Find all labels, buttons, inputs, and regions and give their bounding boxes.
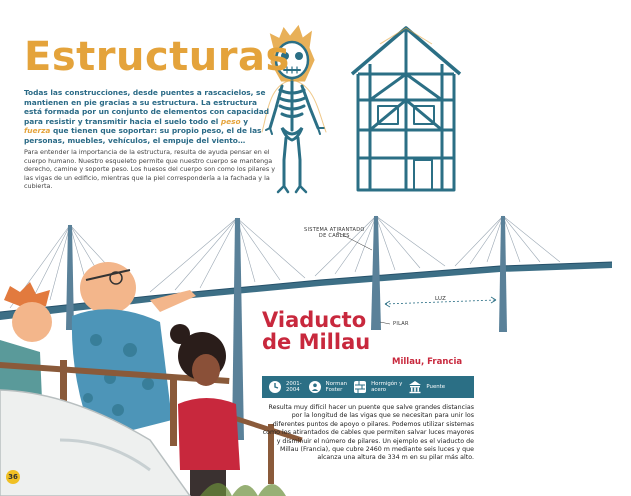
info-material (353, 380, 402, 394)
viaduct-description: Resulta muy difícil hacer un puente que salve grandes distancias por la longitud de las vigas que se necesitan para unir los diferentes puntos de apoyo o pilares. Podemos utilizar sistemas como los atirantados de cables que permiten salvar luces mayores y disminuir el número de pilares. Un ejemplo es el viaducto de Millau (Francia), que cubre 2460 m mediante seis luces y que alcanza una altura de 334 m en su pilar más alto. (262, 404, 474, 462)
label-cable-stay-line1: SISTEMA ATIRANTADO (304, 227, 365, 233)
info-material-line2: acero (371, 387, 387, 393)
intro-text-2: que tienen que soportar: su propio peso, el de las personas, muebles, vehículos, el empuje del viento… (24, 126, 262, 145)
page-title: Estructuras (24, 34, 290, 80)
info-bar (262, 376, 474, 398)
body-paragraph: Para entender la importancia de la estructura, resulta de ayuda pensar en el cuerpo humano. Nuestro esqueleto permite que nuestro cuerpo se mantenga derecho, camine y soporte peso. Los huesos del cuerpo son como los pilares y las vigas de un edificio, mientras que la piel correspondería a la fachada y la cubierta. (24, 148, 275, 191)
label-pillar: PILAR (393, 321, 409, 327)
label-cable-stay-system (304, 227, 365, 240)
intro-conj: y (240, 116, 249, 126)
person-icon (308, 380, 322, 394)
info-architect-line1: Norman (325, 380, 348, 387)
intro-text-1: Todas las construcciones, desde puentes a rascacielos, se mantienen en pie gracias a su estructura. La estructura está formada por un conjunto de elementos con capacidad para resistir y transmitir hacia el suelo todo el (24, 88, 270, 126)
info-type (408, 380, 445, 394)
house-illustration (352, 28, 460, 190)
label-cable-stay-line2: DE CABLES (318, 233, 350, 240)
info-years-line2: 2004 (286, 387, 300, 393)
info-architect (308, 380, 347, 394)
viaduct-title (262, 309, 370, 353)
highlight-peso: peso (220, 116, 241, 126)
info-architect-line2: Foster (325, 387, 343, 393)
page-number: 36 (6, 470, 20, 484)
info-years-line1: 2001- (286, 380, 302, 387)
label-span: LUZ (435, 296, 447, 302)
clock-icon (268, 380, 282, 394)
building-icon (408, 380, 422, 394)
viaduct-location: Millau, Francia (392, 357, 463, 367)
bricks-icon (353, 380, 367, 394)
info-material-line1: Hormigón y (371, 380, 403, 387)
highlight-fuerza: fuerza (24, 126, 51, 136)
intro-paragraph (24, 88, 276, 146)
viaduct-title-line2: de Millau (262, 330, 371, 354)
viaduct-title-line1: Viaducto (262, 308, 367, 332)
info-years (268, 380, 302, 394)
info-type-label: Puente (426, 383, 446, 390)
